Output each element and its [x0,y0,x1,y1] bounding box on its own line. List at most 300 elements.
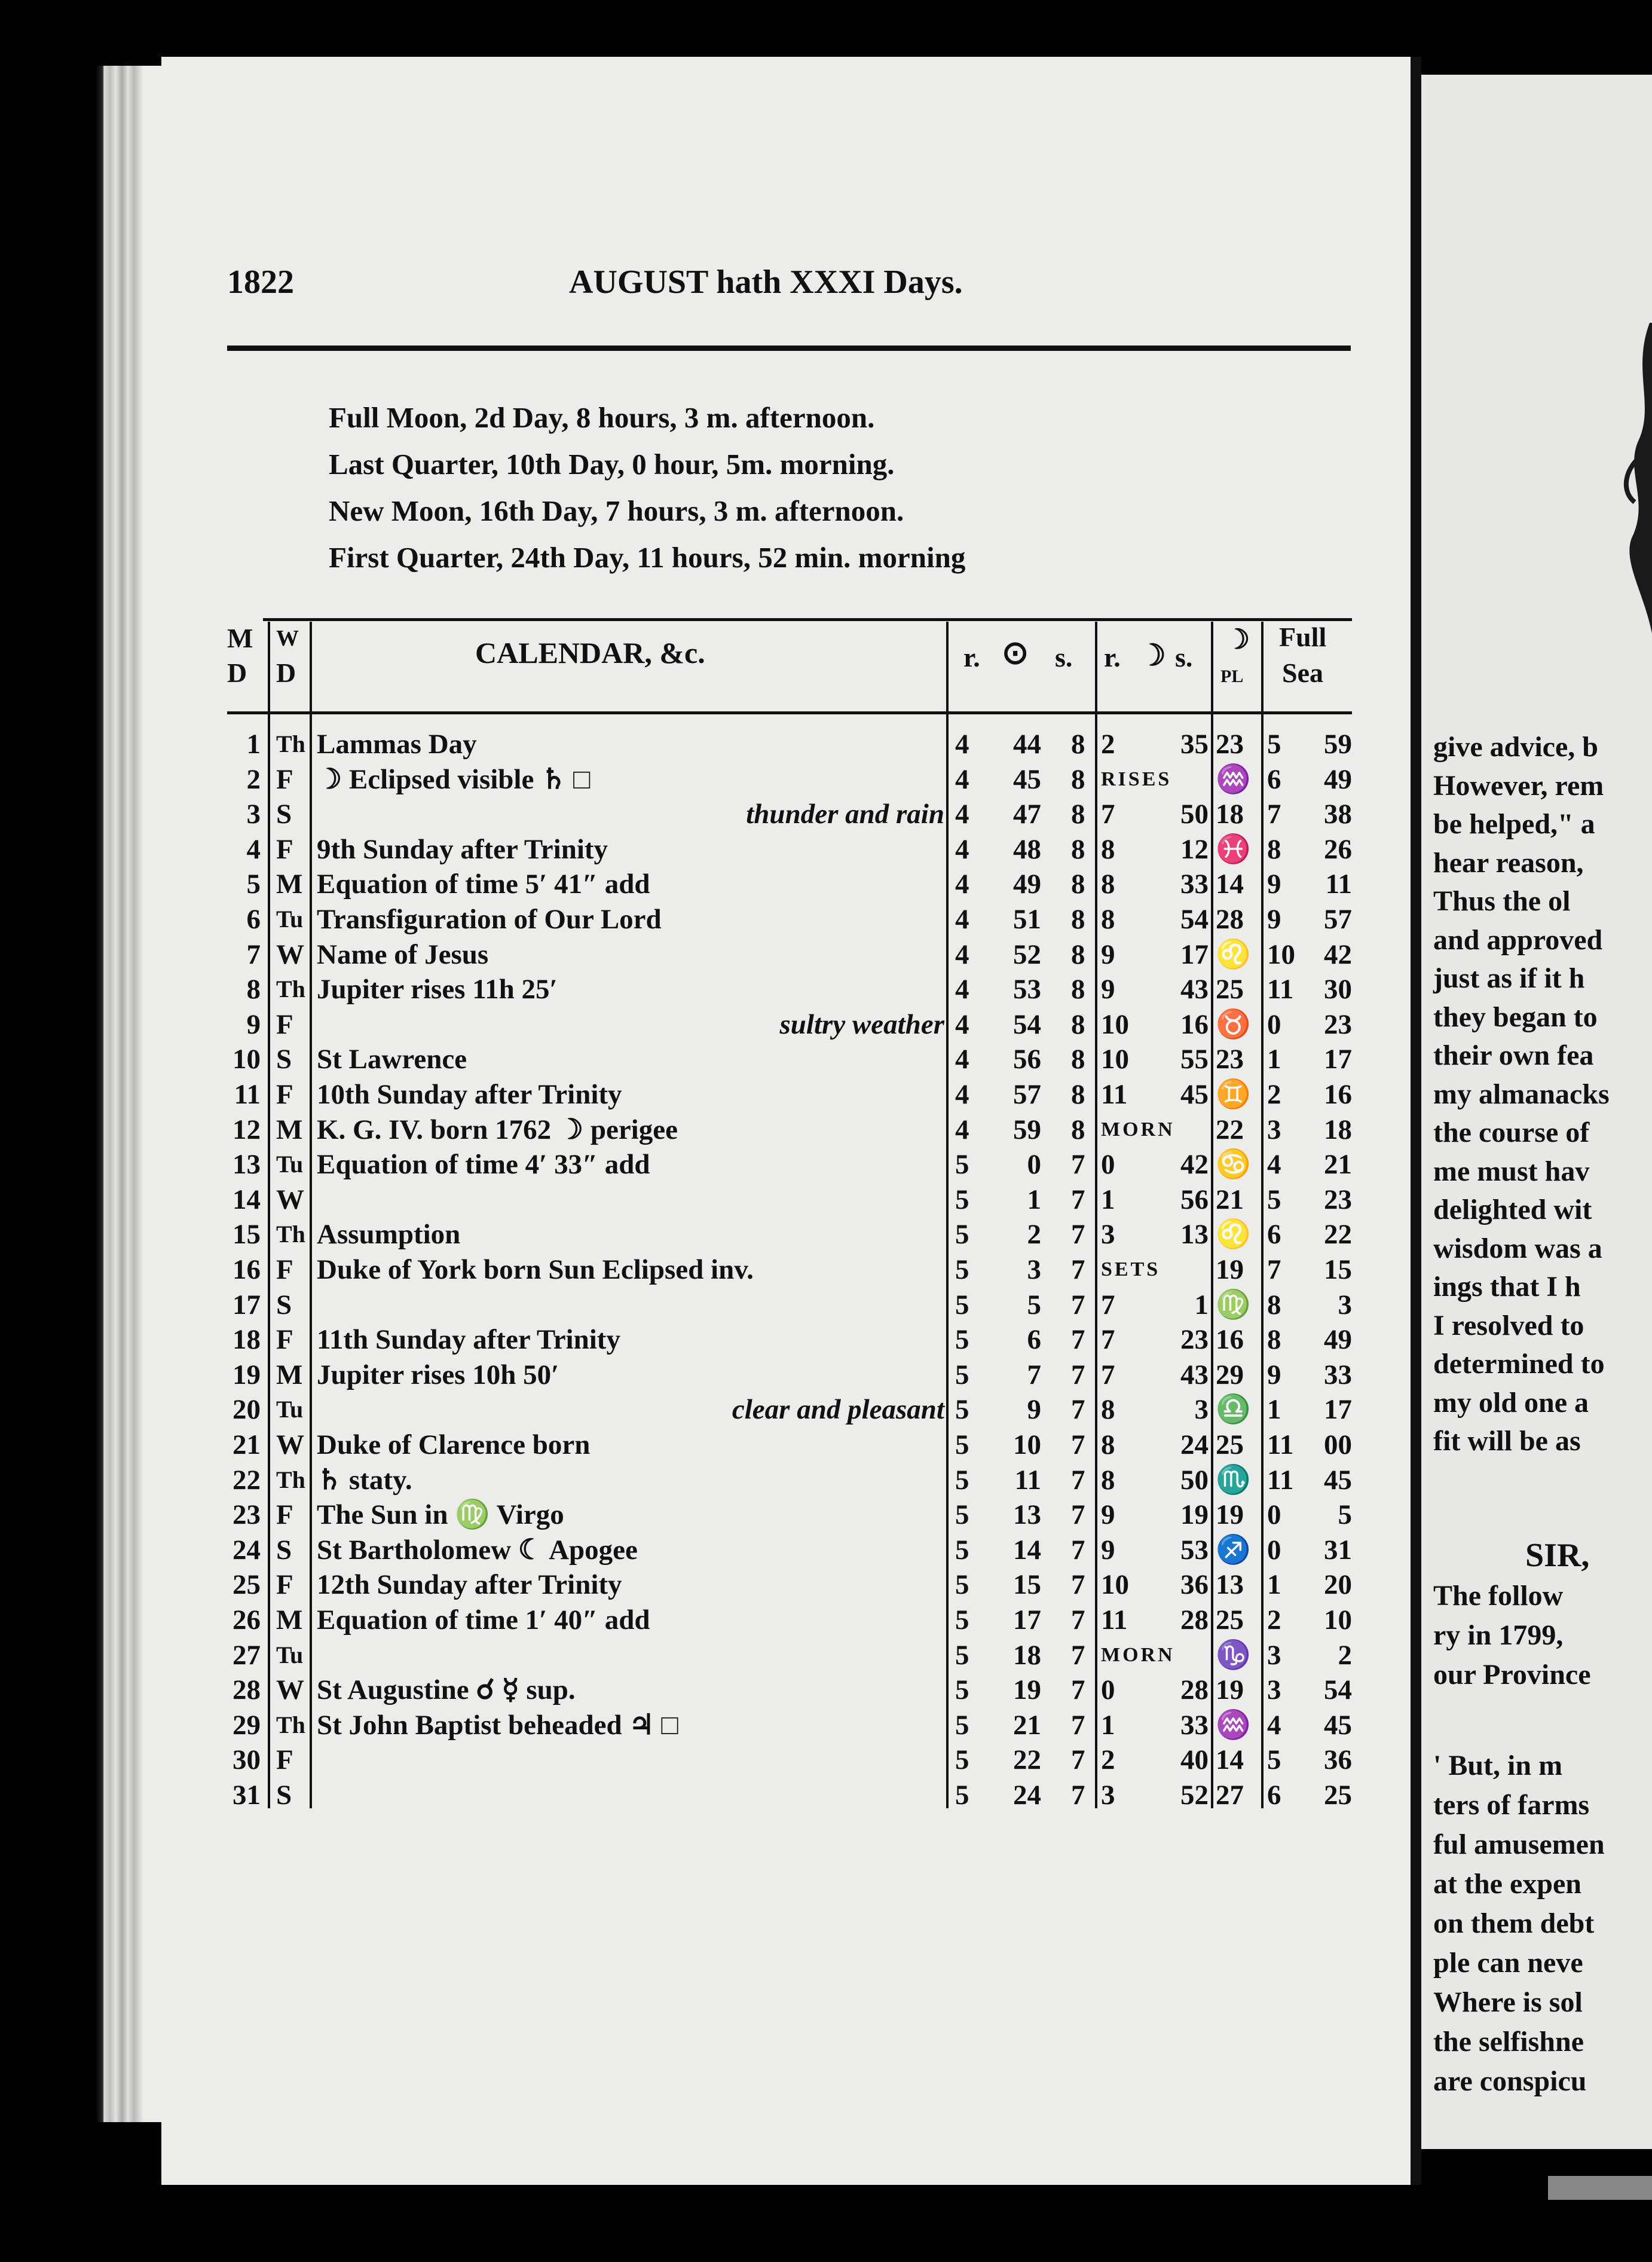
right-text-line: I resolved to [1433,1309,1584,1341]
table-row [0,937,1652,972]
right-text-line: just as if it h [1433,962,1585,994]
table-row [0,1427,1652,1462]
right-text-line: give advice, b [1433,731,1598,763]
header-moon-place-top: ☽ [1225,624,1250,655]
right-text-line: delighted wit [1433,1194,1592,1225]
cell-md: 5 [246,869,261,900]
cell-pl: 25 [1216,1604,1244,1636]
cell-ms: 1 [1194,1289,1209,1320]
cell-md: 28 [232,1674,261,1706]
cell-weather-note [598,867,944,901]
cell-cal: ☽ Eclipsed visible ♄ □ [317,763,591,795]
cell-weather-note [598,937,944,972]
cell-sea-h: 8 [1267,1289,1281,1320]
cell-wd: S [276,1534,292,1566]
right-text-line: determined to [1433,1348,1605,1380]
cell-pl: ♐ [1216,1534,1251,1566]
right-text-line: ry in 1799, [1433,1619,1564,1651]
cell-sr-h: 4 [955,1114,969,1145]
cell-sea-m: 20 [1324,1569,1352,1601]
cell-ms: 28 [1180,1604,1209,1636]
cell-sr-m: 13 [1013,1499,1041,1531]
cell-md: 6 [246,904,261,935]
header-wd-top: W [276,626,299,651]
cell-sr-h: 5 [955,1709,969,1741]
cell-mr: 2 [1101,1744,1115,1776]
cell-sea-h: 2 [1267,1079,1281,1110]
cell-wd: Th [276,730,305,757]
cell-md: 23 [232,1499,261,1531]
cell-ms: 40 [1180,1744,1209,1776]
cell-weather-note [598,1497,944,1532]
page-year: 1822 [227,264,294,301]
cell-md: 14 [232,1184,261,1215]
table-row [0,1603,1652,1637]
cell-sr-h: 4 [955,833,969,865]
cell-sr-h: 5 [955,1324,969,1356]
cell-mr: MORN [1101,1118,1175,1141]
cell-sea-h: 8 [1267,1324,1281,1356]
cell-weather-note [598,1217,944,1252]
cell-ss: 7 [1071,1149,1085,1181]
cell-cal: Duke of Clarence born [317,1429,591,1460]
header-moon-rise: r. [1104,642,1121,673]
cell-sr-m: 1 [1027,1184,1041,1215]
cell-wd: Th [276,976,305,1003]
cell-cal: ♄ staty. [317,1464,412,1496]
cell-sea-h: 7 [1267,799,1281,830]
right-text-line: their own fea [1433,1040,1594,1071]
cell-md: 26 [232,1604,261,1636]
cell-ss: 7 [1071,1289,1085,1320]
cell-mr: 8 [1101,833,1115,865]
cell-ms: 56 [1180,1184,1209,1215]
cell-sea-h: 0 [1267,1499,1281,1531]
table-row [0,1497,1652,1532]
cell-pl: ♑ [1216,1639,1251,1671]
cell-sea-m: 33 [1324,1359,1352,1390]
cell-ss: 8 [1071,869,1085,900]
table-row [0,1112,1652,1147]
table-row [0,1673,1652,1707]
cell-ms: 28 [1180,1674,1209,1706]
cell-cal: Jupiter rises 10h 50′ [317,1359,559,1390]
cell-sea-m: 15 [1324,1254,1352,1285]
cell-ss: 8 [1071,974,1085,1005]
right-text-line: the course of [1433,1117,1590,1148]
cell-cal: Transfiguration of Our Lord [317,904,662,935]
cell-pl: 19 [1216,1499,1244,1531]
cell-md: 29 [232,1709,261,1741]
cell-cal: Equation of time 5′ 41″ add [317,869,650,900]
cell-md: 19 [232,1359,261,1390]
cell-cal: St John Baptist beheaded ♃ □ [317,1709,678,1741]
cell-ss: 8 [1071,1114,1085,1145]
cell-ss: 7 [1071,1429,1085,1460]
cell-sea-h: 0 [1267,1534,1281,1566]
cell-sr-m: 51 [1013,904,1041,935]
cell-ms: 54 [1180,904,1209,935]
header-sea-bottom: Sea [1282,658,1323,688]
cell-weather-note [598,1358,944,1392]
cell-mr: 8 [1101,869,1115,900]
header-md-bottom: D [227,658,247,688]
cell-mr: 8 [1101,1429,1115,1460]
cell-sea-m: 17 [1324,1044,1352,1075]
cell-sea-m: 11 [1325,869,1352,900]
cell-cal: Jupiter rises 11h 25′ [317,974,558,1005]
cell-sr-h: 5 [955,1569,969,1601]
cell-mr: MORN [1101,1643,1175,1666]
cell-mr: 11 [1101,1604,1128,1636]
table-row [0,762,1652,797]
cell-mr: 7 [1101,799,1115,830]
cell-wd: F [276,1079,293,1110]
header-sun-rise: r. [963,642,980,673]
header-md-top: M [227,623,253,653]
cell-sea-h: 2 [1267,1604,1281,1636]
cell-md: 4 [246,833,261,865]
cell-sea-m: 00 [1324,1429,1352,1460]
cell-ss: 7 [1071,1674,1085,1706]
cell-mr: 7 [1101,1324,1115,1356]
cell-wd: Tu [276,906,304,933]
cell-pl: 27 [1216,1780,1244,1811]
cell-weather-note: sultry weather [779,1008,944,1040]
cell-weather-note [598,1533,944,1567]
cell-wd: F [276,1499,293,1531]
right-text-line: ters of farms [1433,1789,1590,1821]
cell-ms: 16 [1180,1008,1209,1040]
cell-wd: F [276,1254,293,1285]
cell-cal: Name of Jesus [317,939,489,970]
cell-md: 20 [232,1394,261,1426]
cell-wd: Tu [276,1396,304,1423]
cell-mr: 8 [1101,904,1115,935]
cell-sr-m: 14 [1013,1534,1041,1566]
cell-ss: 7 [1071,1184,1085,1215]
cell-sea-m: 25 [1324,1780,1352,1811]
cell-mr: 3 [1101,1780,1115,1811]
table-row [0,1358,1652,1392]
cell-sr-h: 4 [955,904,969,935]
cell-sr-m: 47 [1013,799,1041,830]
cell-sea-m: 18 [1324,1114,1352,1145]
cell-wd: W [276,1184,304,1215]
cell-sea-h: 3 [1267,1114,1281,1145]
cell-sea-m: 57 [1324,904,1352,935]
cell-md: 2 [246,763,261,795]
right-text-line: our Province [1433,1659,1591,1691]
cell-pl: ♒ [1216,763,1251,795]
cell-md: 10 [232,1044,261,1075]
cell-wd: S [276,799,292,830]
cell-sea-m: 23 [1324,1184,1352,1215]
cell-sr-m: 56 [1013,1044,1041,1075]
cell-sea-h: 7 [1267,1254,1281,1285]
cell-ms: 55 [1180,1044,1209,1075]
right-text-line: and approved [1433,924,1603,956]
cell-sea-h: 6 [1267,1780,1281,1811]
table-row [0,1182,1652,1217]
cell-ms: 33 [1180,1709,1209,1741]
cell-wd: Tu [276,1151,304,1178]
table-row [0,867,1652,901]
cell-cal: 12th Sunday after Trinity [317,1569,622,1601]
cell-md: 24 [232,1534,261,1566]
right-text-line: on them debt [1433,1908,1595,1939]
cell-sr-m: 52 [1013,939,1041,970]
cell-pl: ♊ [1216,1079,1251,1110]
cell-mr: 8 [1101,1464,1115,1496]
cell-sr-m: 59 [1013,1114,1041,1145]
cell-sea-h: 0 [1267,1008,1281,1040]
cell-pl: 14 [1216,1744,1244,1776]
cell-weather-note [598,1567,944,1602]
cell-sr-h: 5 [955,1639,969,1671]
cell-mr: 8 [1101,1394,1115,1426]
cell-wd: Tu [276,1641,304,1668]
cell-ms [1165,1252,1209,1287]
cell-md: 30 [232,1744,261,1776]
cell-sea-m: 5 [1338,1499,1352,1531]
cell-wd: F [276,1744,293,1776]
table-row [0,902,1652,937]
cell-md: 11 [234,1079,261,1110]
cell-cal: Lammas Day [317,729,477,760]
cell-pl: 19 [1216,1254,1244,1285]
cell-weather-note [598,1147,944,1182]
cell-wd: S [276,1780,292,1811]
cell-sea-h: 5 [1267,729,1281,760]
cell-md: 8 [246,974,261,1005]
table-row [0,1322,1652,1357]
cell-pl: 19 [1216,1674,1244,1706]
cell-sea-m: 31 [1324,1534,1352,1566]
table-row [0,1217,1652,1252]
cell-md: 7 [246,939,261,970]
cell-sr-h: 5 [955,1604,969,1636]
cell-weather-note [598,1463,944,1497]
cell-sea-m: 42 [1324,939,1352,970]
header-sun-set: s. [1055,642,1073,673]
cell-cal: The Sun in ♍ Virgo [317,1499,564,1531]
cell-weather-note [598,762,944,797]
cell-sea-m: 54 [1324,1674,1352,1706]
cell-sea-h: 4 [1267,1709,1281,1741]
cell-mr: 9 [1101,939,1115,970]
right-text-line: are conspicu [1433,2065,1587,2097]
cell-mr: 10 [1101,1044,1129,1075]
cell-sea-h: 1 [1267,1394,1281,1426]
cell-md: 16 [232,1254,261,1285]
cell-sr-h: 5 [955,1219,969,1251]
cell-md: 1 [246,729,261,760]
cell-wd: F [276,1324,293,1356]
cell-pl: 16 [1216,1324,1244,1356]
cell-ss: 7 [1071,1219,1085,1251]
right-text-line: the selfishne [1433,2026,1584,2058]
cell-sr-h: 5 [955,1359,969,1390]
cell-cal: 11th Sunday after Trinity [317,1324,620,1356]
cell-mr: 11 [1101,1079,1128,1110]
cell-sr-m: 9 [1027,1394,1041,1426]
cell-weather-note [598,1077,944,1112]
cell-weather-note [598,1603,944,1637]
cell-weather-note [598,1322,944,1357]
cell-sea-m: 21 [1324,1149,1352,1181]
cell-sea-m: 59 [1324,729,1352,760]
cell-sea-m: 49 [1324,763,1352,795]
cell-pl: 13 [1216,1569,1244,1601]
cell-sea-h: 6 [1267,1219,1281,1251]
cell-pl: 28 [1216,904,1244,935]
cell-sr-m: 21 [1013,1709,1041,1741]
table-row [0,972,1652,1007]
cell-ss: 8 [1071,833,1085,865]
cell-cal: Equation of time 4′ 33″ add [317,1149,650,1181]
cell-mr: 7 [1101,1359,1115,1390]
cell-sr-m: 17 [1013,1604,1041,1636]
cell-sr-h: 4 [955,939,969,970]
table-row [0,1252,1652,1287]
cell-sea-m: 17 [1324,1394,1352,1426]
cell-ms: 35 [1180,729,1209,760]
cell-ms: 33 [1180,869,1209,900]
cell-sr-m: 45 [1013,763,1041,795]
cell-mr: 7 [1101,1289,1115,1320]
cell-md: 27 [232,1639,261,1671]
cell-sr-h: 5 [955,1429,969,1460]
right-text-line: ' But, in m [1433,1750,1563,1781]
cell-wd: F [276,1008,293,1040]
cell-weather-note [598,1638,944,1673]
cell-ms: 50 [1180,1464,1209,1496]
cell-sr-m: 5 [1027,1289,1041,1320]
cell-weather-note [598,1288,944,1322]
cell-sr-h: 5 [955,1149,969,1181]
cell-sr-h: 5 [955,1289,969,1320]
table-row [0,1147,1652,1182]
cell-mr: 9 [1101,1499,1115,1531]
cell-sr-m: 49 [1013,869,1041,900]
cell-wd: M [276,869,303,900]
cell-pl: ♎ [1216,1394,1251,1426]
table-row [0,1743,1652,1777]
cell-ss: 8 [1071,799,1085,830]
cell-pl: ♏ [1216,1464,1251,1496]
cell-ms: 24 [1180,1429,1209,1460]
cell-sr-h: 4 [955,799,969,830]
cell-wd: W [276,1429,304,1460]
cell-ss: 8 [1071,729,1085,760]
cell-cal: Duke of York born Sun Eclipsed inv. [317,1254,754,1285]
cell-mr: 10 [1101,1008,1129,1040]
cell-sr-h: 5 [955,1184,969,1215]
cell-sr-m: 19 [1013,1674,1041,1706]
cell-ss: 8 [1071,939,1085,970]
page-clip [1548,2176,1652,2200]
cell-md: 25 [232,1569,261,1601]
table-row [0,832,1652,867]
cell-md: 3 [246,799,261,830]
sun-icon: ⊙ [1002,635,1029,671]
cell-mr: 0 [1101,1674,1115,1706]
cell-cal: K. G. IV. born 1762 ☽ perigee [317,1114,678,1145]
cell-sr-m: 6 [1027,1324,1041,1356]
cell-mr: 9 [1101,974,1115,1005]
cell-wd: W [276,939,304,970]
table-row [0,1778,1652,1812]
cell-mr: 1 [1101,1184,1115,1215]
right-text-line: However, rem [1433,769,1604,802]
cell-ss: 7 [1071,1394,1085,1426]
cell-ms: 12 [1180,833,1209,865]
cell-sea-m: 36 [1324,1744,1352,1776]
cell-sea-h: 5 [1267,1744,1281,1776]
right-text-line: my almanacks [1433,1078,1610,1110]
cell-ss: 7 [1071,1604,1085,1636]
cell-sea-h: 9 [1267,904,1281,935]
cell-ms: 50 [1180,799,1209,830]
cell-cal: St Bartholomew ☾ Apogee [317,1534,638,1566]
cell-ms [1165,762,1209,797]
cell-sr-m: 0 [1027,1149,1041,1181]
cell-wd: Th [276,1711,305,1738]
cell-ms: 36 [1180,1569,1209,1601]
cell-sr-h: 5 [955,1744,969,1776]
cell-weather-note [598,832,944,867]
header-moon-place-bottom: PL [1220,667,1244,686]
cell-sr-h: 5 [955,1254,969,1285]
cell-ms: 42 [1180,1149,1209,1181]
cell-pl: ♌ [1216,939,1251,970]
cell-weather-note [598,1673,944,1707]
cell-ss: 7 [1071,1744,1085,1776]
cell-ss: 7 [1071,1324,1085,1356]
cell-sr-h: 5 [955,1464,969,1496]
table-row [0,1567,1652,1602]
cell-sea-m: 45 [1324,1464,1352,1496]
cell-pl: 23 [1216,1044,1244,1075]
cell-ss: 7 [1071,1569,1085,1601]
table-row [0,727,1652,762]
cell-md: 13 [232,1149,261,1181]
cell-sea-m: 10 [1324,1604,1352,1636]
table-row [0,1288,1652,1322]
right-text-line: at the expen [1433,1868,1581,1900]
cell-mr: 10 [1101,1569,1129,1601]
cell-weather-note [598,1427,944,1462]
right-text-line: Where is sol [1433,1986,1583,2018]
cell-ms [1165,1112,1209,1147]
cell-sea-h: 5 [1267,1184,1281,1215]
cell-ms: 45 [1180,1079,1209,1110]
cell-ss: 7 [1071,1709,1085,1741]
right-heading: SIR, [1525,1537,1590,1574]
moon-icon: ☽ [1139,638,1166,672]
page-title: AUGUST hath XXXI Days. [569,264,963,301]
cell-wd: M [276,1114,303,1145]
cell-sr-m: 24 [1013,1780,1041,1811]
cell-sea-m: 30 [1324,974,1352,1005]
cell-ss: 8 [1071,1079,1085,1110]
cell-weather-note [598,1252,944,1287]
cell-ss: 8 [1071,1008,1085,1040]
cell-ms: 19 [1180,1499,1209,1531]
cell-wd: F [276,1569,293,1601]
cell-sr-m: 7 [1027,1359,1041,1390]
